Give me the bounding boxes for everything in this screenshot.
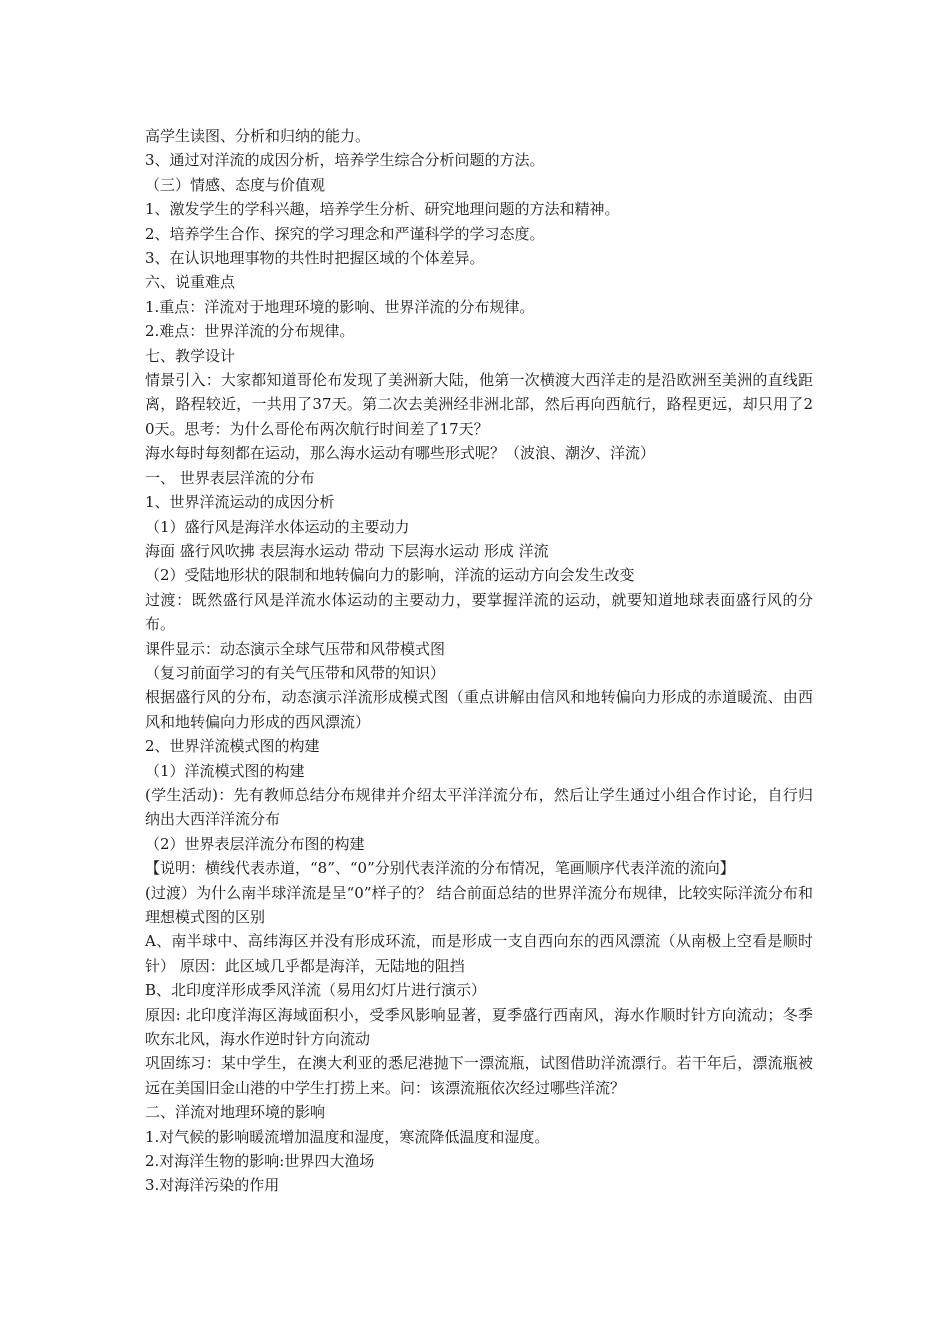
paragraph: 2.对海洋生物的影响:世界四大渔场 bbox=[145, 1152, 375, 1171]
paragraph: 根据盛行风的分布，动态演示洋流形成模式图（重点讲解由信风和地转偏向力形成的赤道暖流、由西风和地转偏向力形成的西风漂流） bbox=[145, 688, 813, 731]
subheading: 1、世界洋流运动的成因分析 bbox=[145, 493, 335, 512]
paragraph: 情景引入：大家都知道哥伦布发现了美洲新大陆，他第一次横渡大西洋走的是沿欧洲至美洲的直线距离，路程较近，一共用了37天。第二次去美洲经非洲北部，然后再向西航行，路程更远，却只用了20天。思考：为什么哥伦布两次航行时间差了17天？ bbox=[145, 371, 813, 438]
paragraph: 1.对气候的影响暖流增加温度和湿度，寒流降低温度和湿度。 bbox=[145, 1127, 550, 1146]
paragraph: （2）受陆地形状的限制和地转偏向力的影响，洋流的运动方向会发生改变 bbox=[145, 566, 635, 585]
paragraph: 课件显示：动态演示全球气压带和风带模式图 bbox=[145, 639, 446, 658]
paragraph: 1、激发学生的学科兴趣，培养学生分析、研究地理问题的方法和精神。 bbox=[145, 200, 620, 219]
paragraph: 2.难点：世界洋流的分布规律。 bbox=[145, 322, 355, 341]
paragraph: A、南半球中、高纬海区并没有形成环流，而是形成一支自西向东的西风漂流（从南极上空看是顺时针） 原因：此区域几乎都是海洋，无陆地的阻挡 bbox=[145, 932, 813, 975]
paragraph: 3、在认识地理事物的共性时把握区域的个体差异。 bbox=[145, 249, 485, 268]
paragraph: 海水每时每刻都在运动，那么海水运动有哪些形式呢？（波浪、潮汐、洋流） bbox=[145, 444, 656, 463]
section-heading: 二、洋流对地理环境的影响 bbox=[145, 1103, 326, 1122]
paragraph: 原因: 北印度洋海区海域面积小，受季风影响显著，夏季盛行西南风，海水作顺时针方向流动；冬季吹东北风，海水作逆时针方向流动 bbox=[145, 1005, 813, 1049]
paragraph: 高学生读图、分析和归纳的能力。 bbox=[145, 127, 371, 145]
paragraph: (学生活动)：先有教师总结分布规律并介绍太平洋洋流分布，然后让学生通过小组合作讨论，自行归纳出大西洋洋流分布 bbox=[145, 785, 813, 829]
section-heading: 七、教学设计 bbox=[145, 346, 236, 365]
paragraph: 海面 盛行风吹拂 表层海水运动 带动 下层海水运动 形成 洋流 bbox=[145, 541, 549, 560]
subheading: （三）情感、态度与价值观 bbox=[145, 175, 326, 194]
paragraph: 3、通过对洋流的成因分析，培养学生综合分析问题的方法。 bbox=[145, 151, 545, 170]
paragraph: 过渡：既然盛行风是洋流水体运动的主要动力，要掌握洋流的运动，就要知道地球表面盛行风的分布。 bbox=[145, 590, 813, 634]
paragraph: 1.重点：洋流对于地理环境的影响、世界洋流的分布规律。 bbox=[145, 297, 535, 316]
paragraph: B、北印度洋形成季风洋流（易用幻灯片进行演示） bbox=[145, 981, 487, 1000]
paragraph: 2、培养学生合作、探究的学习理念和严谨科学的学习态度。 bbox=[145, 224, 545, 243]
paragraph: 巩固练习：某中学生，在澳大利亚的悉尼港抛下一漂流瓶，试图借助洋流漂行。若干年后，漂流瓶被远在美国旧金山港的中学生打捞上来。问：该漂流瓶依次经过哪些洋流？ bbox=[145, 1054, 813, 1097]
subheading: 2、世界洋流模式图的构建 bbox=[145, 737, 320, 756]
paragraph: 【说明：横线代表赤道，“8”、“0”分别代表洋流的分布情况，笔画顺序代表洋流的流向】 bbox=[145, 859, 735, 878]
paragraph: (过渡）为什么南半球洋流是呈“0”样子的？ 结合前面总结的世界洋流分布规律，比较实际洋流分布和理想模式图的区别 bbox=[145, 883, 813, 926]
paragraph: （1）洋流模式图的构建 bbox=[145, 761, 305, 780]
paragraph: 3.对海洋污染的作用 bbox=[145, 1176, 280, 1195]
section-heading: 一、 世界表层洋流的分布 bbox=[145, 468, 315, 487]
paragraph: （1）盛行风是海洋水体运动的主要动力 bbox=[145, 517, 410, 536]
section-heading: 六、说重难点 bbox=[145, 273, 236, 292]
paragraph: （复习前面学习的有关气压带和风带的知识） bbox=[145, 663, 446, 682]
document-body bbox=[145, 124, 813, 1198]
paragraph: （2）世界表层洋流分布图的构建 bbox=[145, 834, 365, 853]
